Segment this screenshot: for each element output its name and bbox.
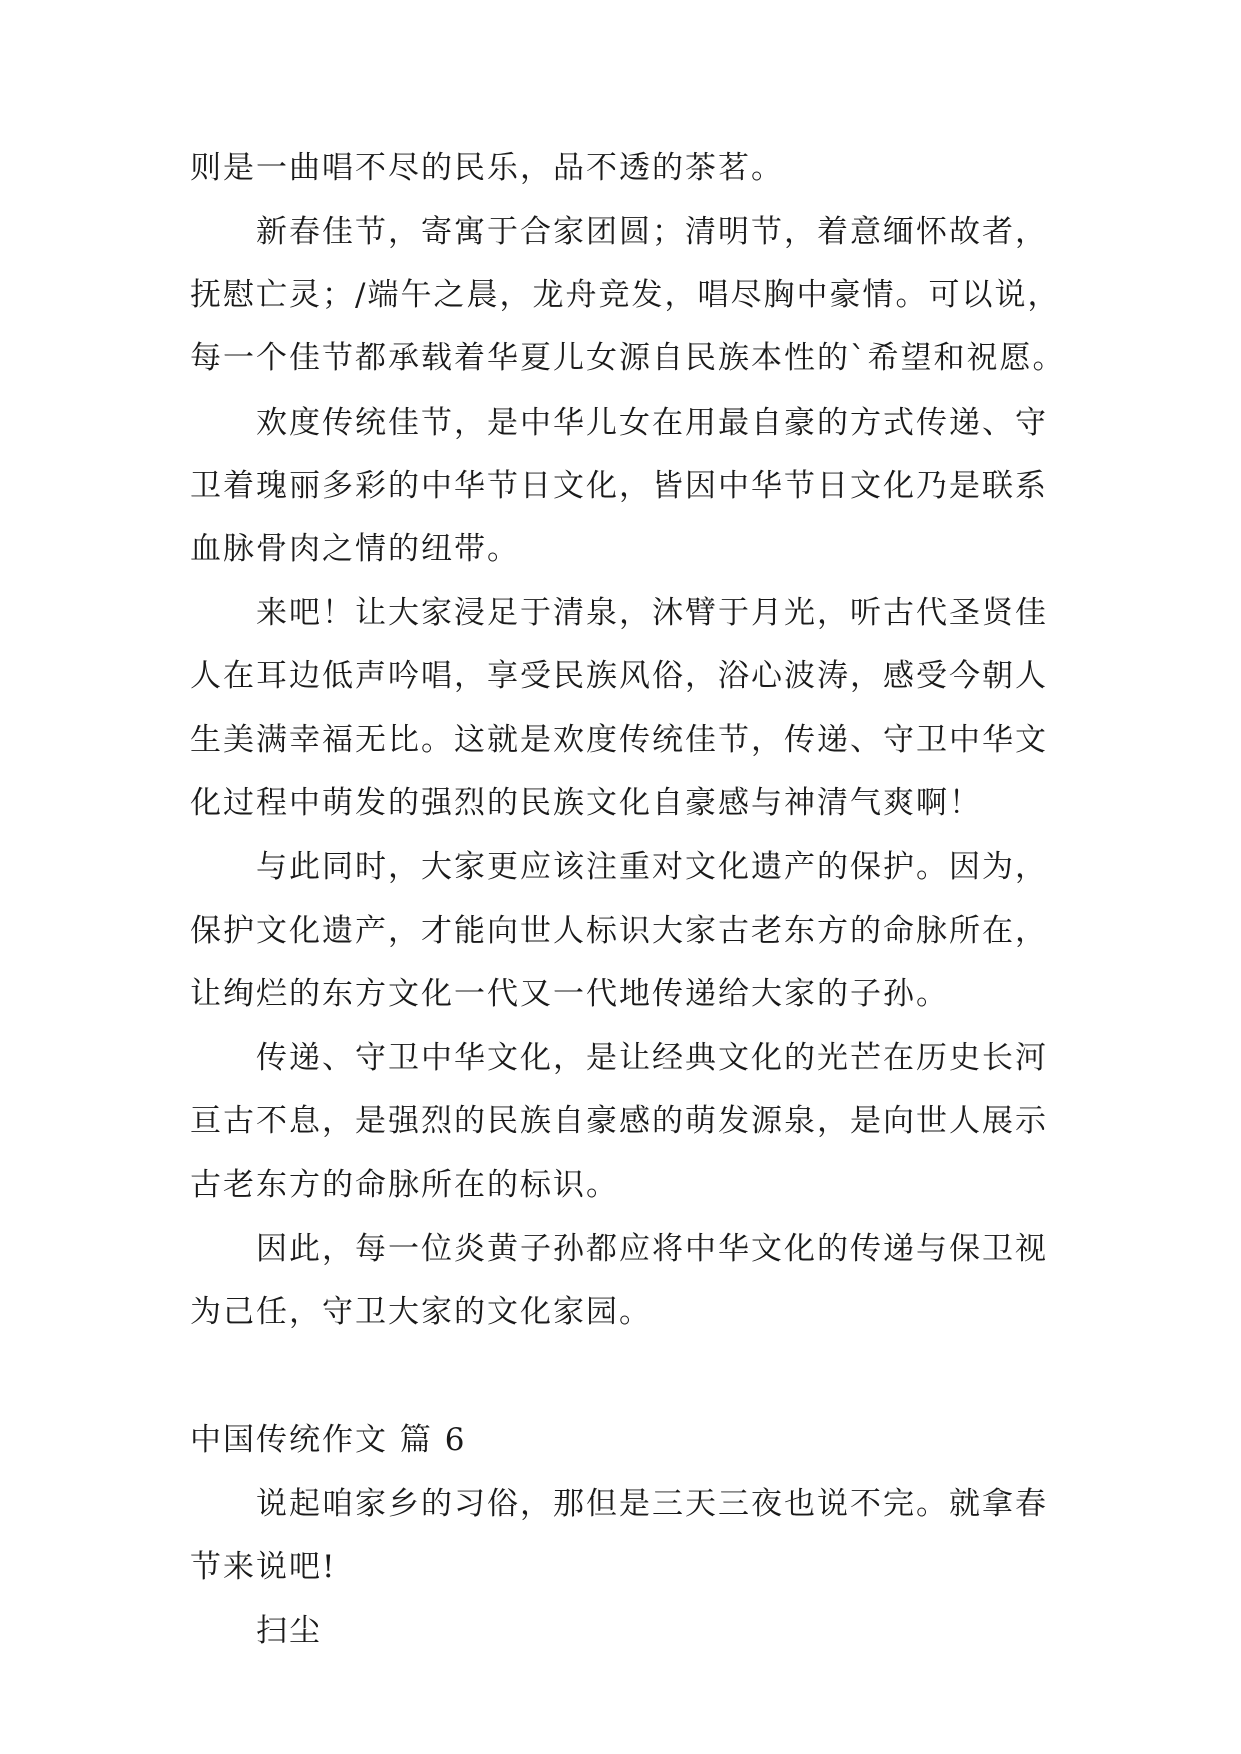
paragraph-line: 生美满幸福无比。这就是欢度传统佳节，传递、守卫中华文 bbox=[190, 722, 1048, 758]
paragraph-line: 化过程中萌发的强烈的民族文化自豪感与神清气爽啊！ bbox=[190, 785, 982, 821]
paragraph-line: 扫尘 bbox=[256, 1613, 322, 1649]
paragraph-line: 人在耳边低声吟唱，享受民族风俗，浴心波涛，感受今朝人 bbox=[190, 658, 1048, 694]
paragraph-line: 卫着瑰丽多彩的中华节日文化，皆因中华节日文化乃是联系 bbox=[190, 468, 1048, 504]
paragraph-line: 每一个佳节都承载着华夏儿女源自民族本性的`希望和祝愿。 bbox=[190, 340, 1066, 376]
paragraph-line: 血脉骨肉之情的纽带。 bbox=[190, 531, 520, 567]
paragraph-line: 抚慰亡灵；/端午之晨，龙舟竞发，唱尽胸中豪情。可以说， bbox=[190, 277, 1061, 313]
section-title: 中国传统作文 篇 6 bbox=[190, 1422, 467, 1458]
paragraph-line: 节来说吧! bbox=[190, 1549, 337, 1585]
paragraph-line: 与此同时，大家更应该注重对文化遗产的保护。因为， bbox=[256, 849, 1048, 885]
paragraph-line: 新春佳节，寄寓于合家团圆；清明节，着意缅怀故者， bbox=[256, 214, 1048, 250]
paragraph-line: 保护文化遗产，才能向世人标识大家古老东方的命脉所在， bbox=[190, 913, 1048, 949]
paragraph-line: 亘古不息，是强烈的民族自豪感的萌发源泉，是向世人展示 bbox=[190, 1103, 1048, 1139]
paragraph-line: 让绚烂的东方文化一代又一代地传递给大家的子孙。 bbox=[190, 976, 949, 1012]
paragraph-line: 来吧！让大家浸足于清泉，沐臂于月光，听古代圣贤佳 bbox=[256, 595, 1048, 631]
paragraph-line: 则是一曲唱不尽的民乐，品不透的茶茗。 bbox=[190, 150, 784, 186]
paragraph-line: 古老东方的命脉所在的标识。 bbox=[190, 1167, 619, 1203]
paragraph-line: 因此，每一位炎黄子孙都应将中华文化的传递与保卫视 bbox=[256, 1231, 1048, 1267]
paragraph-line: 说起咱家乡的习俗，那但是三天三夜也说不完。就拿春 bbox=[256, 1486, 1048, 1522]
paragraph-line: 欢度传统佳节，是中华儿女在用最自豪的方式传递、守 bbox=[256, 405, 1048, 441]
paragraph-line: 传递、守卫中华文化，是让经典文化的光芒在历史长河 bbox=[256, 1040, 1048, 1076]
paragraph-line: 为己任，守卫大家的文化家园。 bbox=[190, 1294, 652, 1330]
